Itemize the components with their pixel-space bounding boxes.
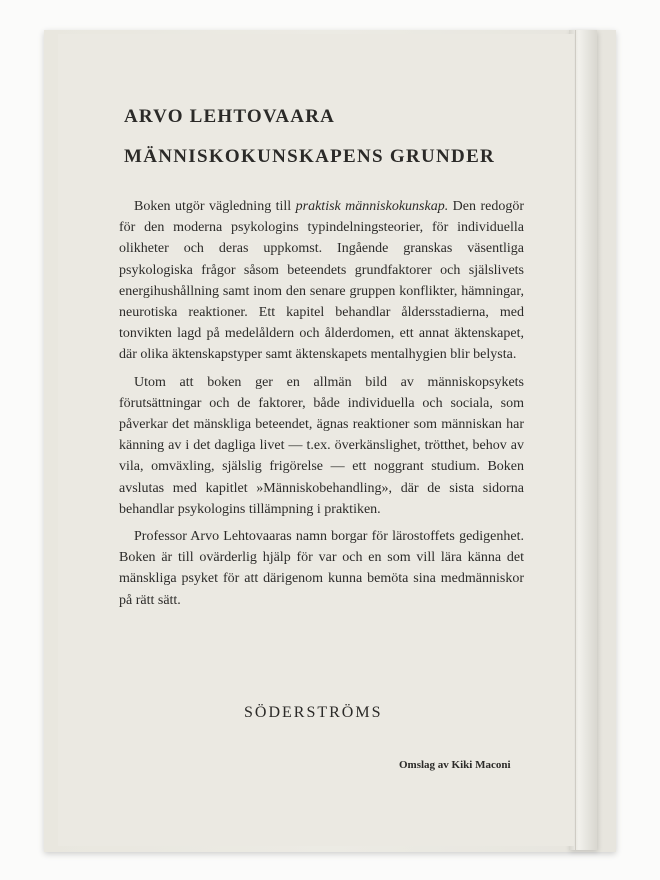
author-name: ARVO LEHTOVAARA	[124, 106, 336, 127]
blurb-paragraph-3: Professor Arvo Lehtovaaras namn borgar för lärostoffets gedigenhet. Boken är till ovärderlig hjälp för var och en som vill lära känna det mänskliga psyket för att därigenom kunna bemöta sina medmänniskor på rätt sätt.	[119, 529, 524, 608]
blurb-paragraph-2: Utom att boken ger en allmän bild av människopsykets förutsättningar och de faktorer, både individuella och sociala, som påverkar det mänskliga beteendet, ägnas reaktioner som människan har känning av i det dagliga livet — t.ex. överkänslighet, trötthet, behov av vila, omväxling, själslig frigörelse — ett noggrant studium. Boken avslutas med kapitlet »Människobehandling», där de sista sidorna behandlar psykologins tillämpning i praktiken.	[119, 374, 524, 517]
blurb-paragraph-1	[119, 196, 524, 366]
publisher-name: SÖDERSTRÖMS	[244, 704, 383, 721]
spine-seam	[575, 30, 576, 850]
book-title: MÄNNISKOKUNSKAPENS GRUNDER	[124, 146, 496, 167]
paragraph-1-intro: Boken utgör vägledning till	[134, 199, 296, 214]
cover-credit: Omslag av Kiki Maconi	[399, 759, 511, 771]
paragraph-1-emphasis: praktisk människokunskap.	[295, 199, 449, 214]
paragraph-1-rest: Den redogör för den moderna psykologins typindelningsteorier, för individuella olikheter och deras uppkomst. Ingående granskas väsentliga psykologiska frågor såsom beteendets grundfaktorer och själslivets energihushållning samt inom den senare gruppen konflikter, hämningar, neurotiska reaktioner. Ett kapitel behandlar åldersstadierna, med tonvikten lagd på medelåldern och ålderdomen, ett annat äktenskapet, där olika äktenskapstyper samt äktenskapets mentalhygien blir belysta.	[119, 199, 524, 363]
blurb-text	[119, 196, 524, 617]
